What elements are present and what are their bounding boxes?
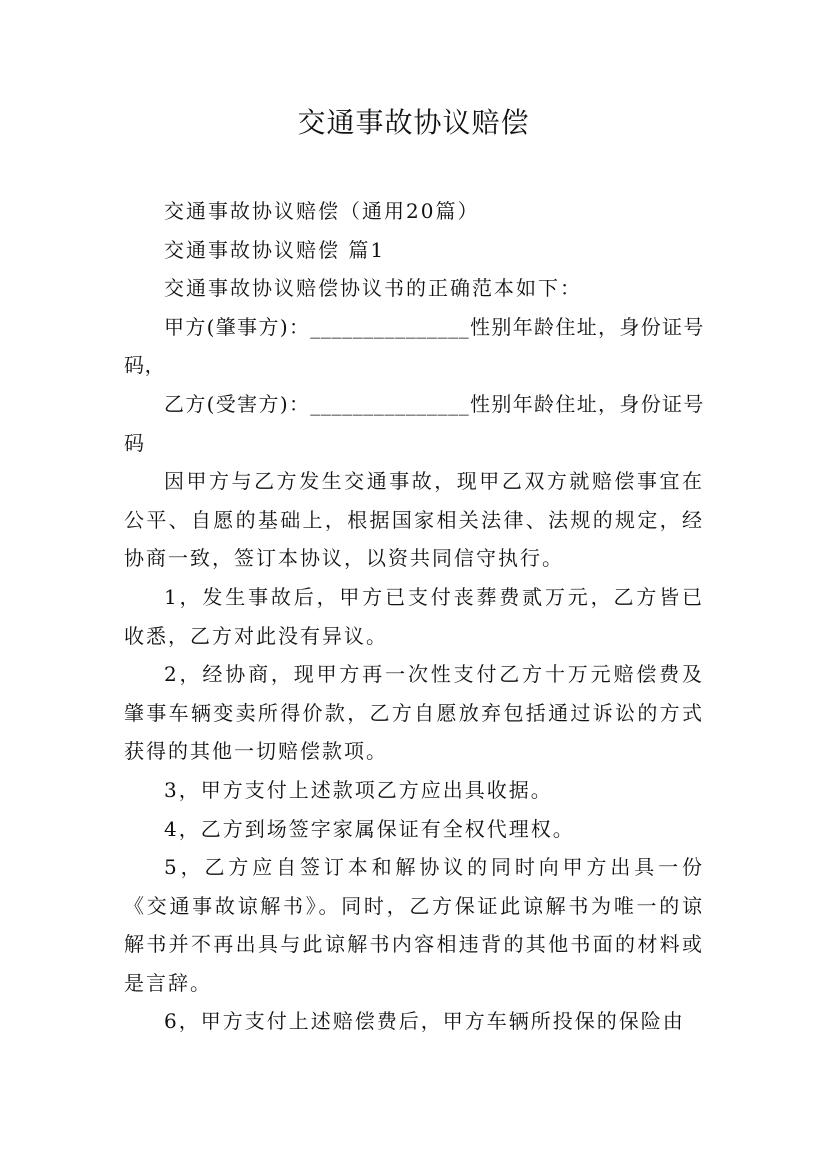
- paragraph-section-heading: 交通事故协议赔偿 篇1: [164, 237, 386, 262]
- paragraph-clause-4: 4，乙方到场签字家属保证有全权代理权。: [164, 816, 575, 841]
- paragraph-preamble: 因甲方与乙方发生交通事故，现甲乙双方就赔偿事宜在公平、自愿的基础上，根据国家相关法律、法规的规定，经协商一致，签订本协议，以资共同信守执行。: [124, 469, 704, 571]
- paragraph-clause-5: 5，乙方应自签订本和解协议的同时向甲方出具一份《交通事故谅解书》。同时，乙方保证此谅解书为唯一的谅解书并不再出具与此谅解书内容相违背的其他书面的材料或是言辞。: [124, 855, 704, 995]
- paragraph-clause-6: 6，甲方支付上述赔偿费后，甲方车辆所投保的保险由: [164, 1009, 685, 1034]
- paragraph-subtitle: 交通事故协议赔偿（通用20篇）: [164, 199, 480, 223]
- paragraph-clause-2: 2，经协商，现甲方再一次性支付乙方十万元赔偿费及肇事车辆变卖所得价款，乙方自愿放弃包括通过诉讼的方式获得的其他一切赔偿款项。: [124, 662, 704, 764]
- document-title: 交通事故协议赔偿: [297, 106, 530, 139]
- paragraph-party-b: 乙方(受害方)：_______________性别年龄住址，身份证号码: [124, 391, 704, 455]
- paragraph-clause-1: 1，发生事故后，甲方已支付丧葬费贰万元，乙方皆已收悉，乙方对此没有异议。: [124, 584, 704, 648]
- paragraph-clause-3: 3，甲方支付上述款项乙方应出具收据。: [164, 777, 553, 802]
- paragraph-intro: 交通事故协议赔偿协议书的正确范本如下：: [164, 276, 582, 301]
- paragraph-party-a: 甲方(肇事方)：_______________性别年龄住址，身份证号码，: [124, 314, 704, 378]
- document-body: [124, 192, 704, 1041]
